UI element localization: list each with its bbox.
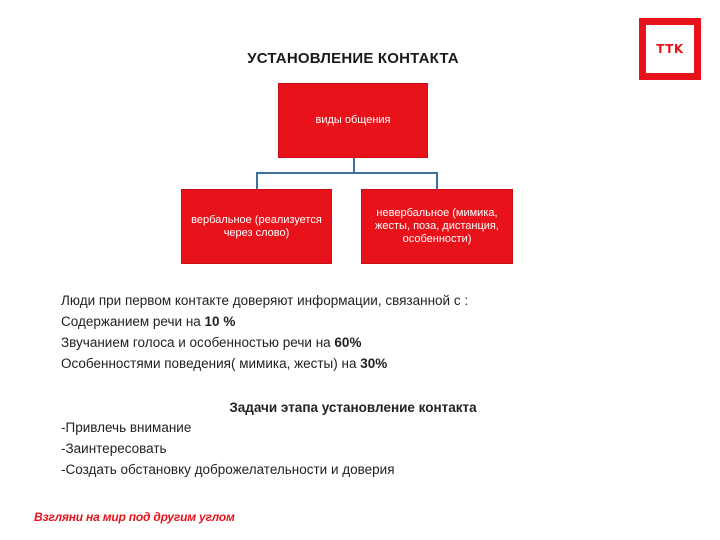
connector-root-down: [353, 158, 355, 173]
task-item: -Заинтересовать: [61, 441, 167, 456]
connector-horizontal: [256, 172, 438, 174]
diagram-nonverbal-label: невербальное (мимика, жесты, поза, дистанция, особенности): [375, 207, 499, 245]
diagram-root-box: [278, 83, 428, 158]
trust-item: [61, 356, 387, 371]
trust-intro: Люди при первом контакте доверяют информации, связанной с :: [61, 293, 469, 308]
task-item: -Создать обстановку доброжелательности и доверия: [61, 462, 395, 477]
ttk-logo: [639, 18, 701, 80]
slogan: Взгляни на мир под другим углом: [34, 510, 235, 524]
trust-item-label: Особенностями поведения( мимика, жесты) на: [61, 356, 361, 371]
slide-title: УСТАНОВЛЕНИЕ КОНТАКТА: [247, 50, 459, 67]
trust-item: [61, 335, 361, 350]
trust-item-label: Звучанием голоса и особенностью речи на: [61, 335, 335, 350]
tasks-heading: Задачи этапа установление контакта: [229, 400, 477, 415]
connector-right-down: [436, 172, 438, 189]
diagram-verbal-box: [181, 189, 332, 264]
connector-left-down: [256, 172, 258, 189]
task-item: -Привлечь внимание: [61, 420, 192, 435]
diagram-root-label: виды общения: [315, 114, 391, 126]
trust-item-value: 60%: [334, 335, 362, 350]
logo-text: TTK: [656, 42, 684, 56]
trust-item-value: 30%: [360, 356, 388, 371]
trust-item-label: Содержанием речи на: [61, 314, 205, 329]
diagram-verbal-label: вербальное (реализуется через слово): [191, 213, 322, 239]
trust-item: [61, 314, 235, 329]
trust-item-value: 10 %: [204, 314, 236, 329]
diagram-nonverbal-box: [361, 189, 513, 264]
